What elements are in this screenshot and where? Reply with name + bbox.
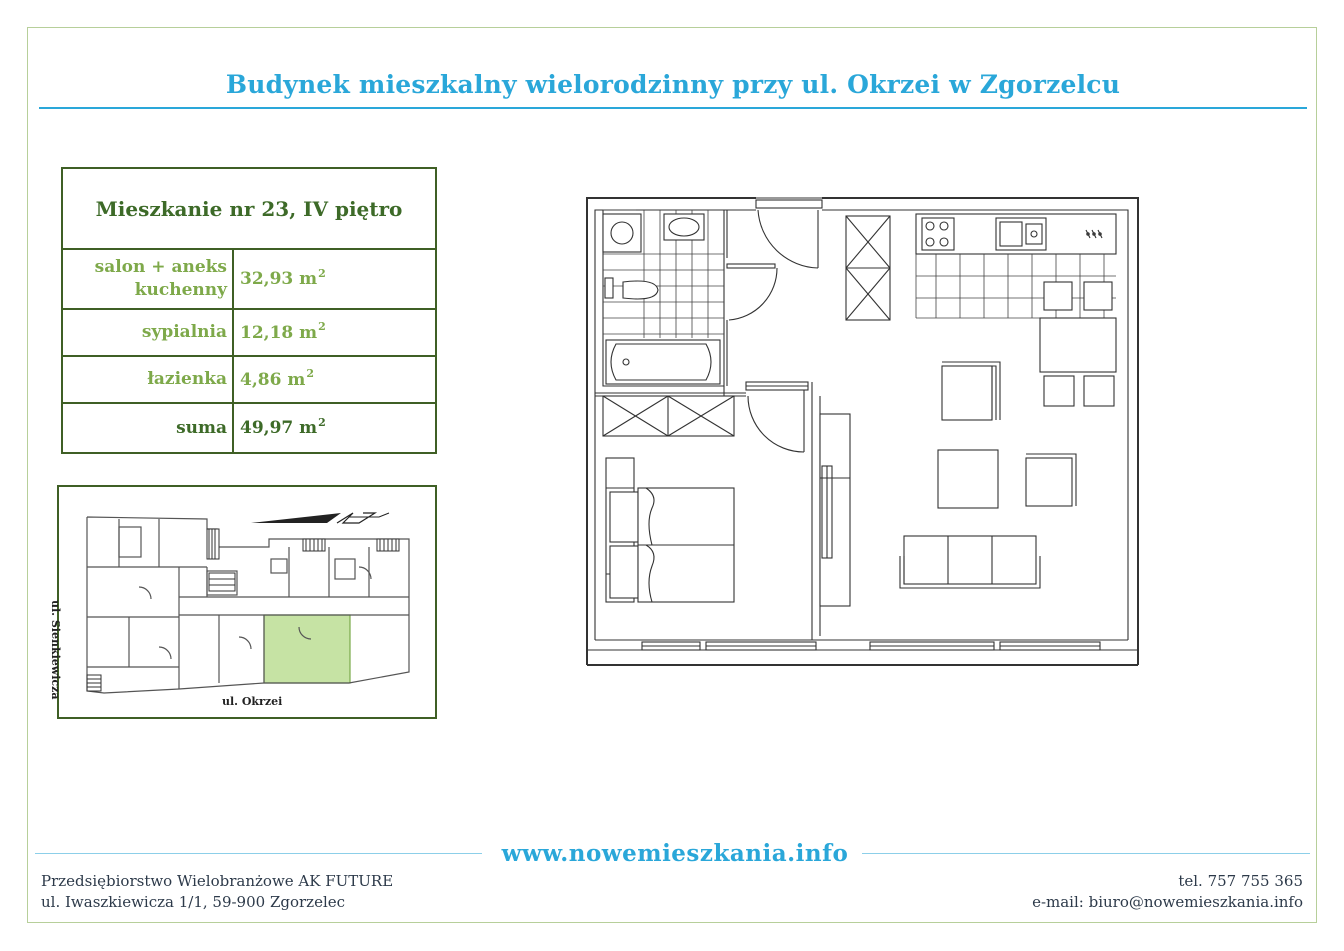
title-underline (39, 107, 1307, 109)
room-label: sypialnia (63, 310, 234, 355)
room-label: salon + aneks kuchenny (63, 250, 234, 308)
apartment-highlight (264, 615, 350, 683)
phone-number: tel. 757 755 365 (1178, 872, 1303, 890)
table-row-total (63, 404, 435, 452)
footer-divider-right (862, 853, 1310, 854)
footer-divider-left (35, 853, 482, 854)
table-row (63, 357, 435, 404)
table-row (63, 250, 435, 310)
area-table (61, 167, 437, 454)
website-link[interactable]: www.nowemieszkania.info (501, 840, 849, 867)
site-map (57, 485, 437, 719)
building-key-plan (59, 487, 435, 717)
room-area: 12,18 m 2 (240, 320, 326, 343)
north-arrow-icon (251, 513, 389, 523)
room-area: 4,86 m 2 (240, 367, 314, 390)
room-label: łazienka (63, 357, 234, 402)
street-label-okrzei: ul. Okrzei (222, 695, 283, 708)
room-area: 32,93 m 2 (240, 266, 326, 289)
apartment-heading: Mieszkanie nr 23, IV piętro (63, 169, 435, 250)
company-name: Przedsiębiorstwo Wielobranżowe AK FUTURE (41, 872, 394, 890)
table-row (63, 310, 435, 357)
company-address: ul. Iwaszkiewicza 1/1, 59-900 Zgorzelec (41, 893, 346, 911)
contact-info (1032, 871, 1303, 913)
page-title: Budynek mieszkalny wielorodzinny przy ul. Okrzei w Zgorzelcu (225, 70, 1121, 99)
street-label-sienkiewicza: ul. Sienkiewicza (49, 600, 62, 700)
email-link[interactable]: e-mail: biuro@nowemieszkania.info (1032, 893, 1303, 911)
total-label: suma (63, 404, 234, 452)
company-info (41, 871, 393, 913)
floor-plan (586, 196, 1142, 668)
total-area: 49,97 m 2 (240, 415, 326, 438)
